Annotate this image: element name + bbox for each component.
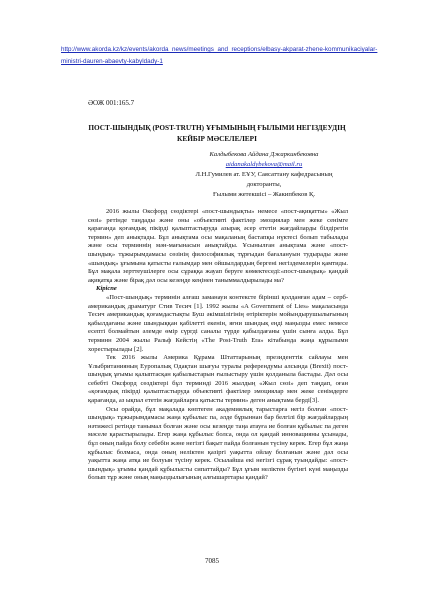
source-url-link[interactable]: http://www.akorda.kz/kz/events/akorda_news/meetings_and_receptions/elbasy-akparat-zhene-kommunikaciyalar-ministri-dauren-abaevty-kabyldady-1 (61, 46, 378, 65)
section-heading-kirispe: Кіріспе (96, 285, 117, 293)
paragraph-abstract: 2016 жылы Оксфорд сөздіктері «пост-шындықты» немесе «пост-ақиқатты» «Жыл сөзі» ретінде таңдады және оны «объективті фактілер эмоциялар мен жеке сенімге қарағанда қоғамдық пікірді қалыптастыруда азырақ әсер ететін жағдайларды білдіретін термин» деп анықтады. Бұл анықтама осы мақаланың бастапқы нүктесі болып табылады және осы терминнің мән-мағынасын анықтайды. Ұсынылған анықтама және «пост-шындық» тұжырымдамасы сөзінің философиялық тұрғыдан бағалануын тудырады және «шындық» ұғымына қатысты ғалымдар мен ойшылдардың бергені негіздемелерін қамтиды. Бұл мақала зерттеушілерге осы сұраққа жауап беруге көмектеседі:«пост-шындық» қандай ақиқатқа және бірақ дәл осы кезеңде кеңінен таныммалдырылады ма? (88, 208, 348, 284)
paragraph-2: Тек 2016 жылы Америка Құрама Штаттарының президенттік сайлауы мен Ұлыбританияның Еуропалық Одақтан шығуы туралы референдумы алсында (Brexit) пост-шындық ұғымы қалыптасқан қабылыстарын ғылыстыру үшін қолданыла бастады. Дәл осы себебті Оксфорд сөздіктері бұл терминді 2016 жылдың «Жыл сөзі» деп таңдап, оған «қоғамдық пікірді қалыптастыруда объективті фактілер эмоциялар мен жеке сенімдерге қарағанда, аз ықпал ететін жағдайларға қатысты термин» деген анықтама берді[3]. (88, 354, 348, 405)
paragraph-3: Осы орайда, бұл мақалада көптеген академиялық тарыстарға негіз болған «пост-шындық» тұжырымдамасы жаңа құбылыс па, әлде бұрыннан бар белгілі бір жағдайлардың нәтижесі ретінде танымал болған және осы кезеңде таңа атауға ие болған құбылыс па деген мәселе қарастырылады. Егер жаңа құбылыс болса, онда ол қандай инновацияны ұсынады, бұл оның пайда болу себебін және негізгі бақыт пайда болғанын түсіну керек. Егер бұл жаңа құбылыс болмаса, онда оның неліктен қазіргі уақытта ойлау болғанын және дәл осы уақытта жаңа атқа ие болуын түсіну керек. Осылайша екі негізгі сұрақ туындайды: «пост-шындық» ұғымы қандай құбылысты сипаттайды? Бұл ұғым неліктен бүгінгі күні маңызды болып тұр және оның маңыздылығының алғышарттары қандай? (88, 405, 348, 482)
udc-code: ӘОЖ 001:165.7 (88, 99, 135, 107)
paper-title: ПОСТ-ШЫНДЫҚ (POST-TRUTH) ҰҒЫМЫНЫҢ ҒЫЛЫМИ НЕГІЗДЕУДІҢ КЕЙБІР МӘСЕЛЕЛЕРІ (88, 123, 346, 143)
author-name: Калдыбекова Айдана Джаркинбековна (209, 151, 319, 158)
supervisor-line: Ғылыми жетекшісі – Жакипбеков Қ. (212, 191, 316, 198)
author-affiliation: Л.Н.Гумилев ат. ЕҰУ, Саясаттану кафедрасының докторанты, (195, 171, 333, 188)
paragraph-1: «Пост-шындық» терминін алғаш заманауи контексте бірінші қолданған адам – серб-американдық драматург Стив Тесич [1]. 1992 жылы «A Government of Lies» мақаласында Тесич американдық қоғамдастықты Буш әкімшілігінің өтіріктерін мойындырушылығының қабылдағаны және шындыққан қабілетті екенін, яғни шындық еңді маңызды емес немесе есепті болмайтын әлемде өмір сүргді саналы түрде қабылдағаны үшін сынға алды. Бұл терминн 2004 жылы Ральф Кейстің «The Post-Truth Era» кітабында жаңа құрылымн хорестырылады [2]. (88, 293, 348, 353)
author-email-link[interactable]: aidanakaldybekova@mail.ru (225, 161, 303, 168)
author-block (180, 150, 348, 200)
page-number: 7085 (205, 557, 219, 565)
body-text (88, 208, 348, 483)
author-email-line (180, 160, 348, 170)
